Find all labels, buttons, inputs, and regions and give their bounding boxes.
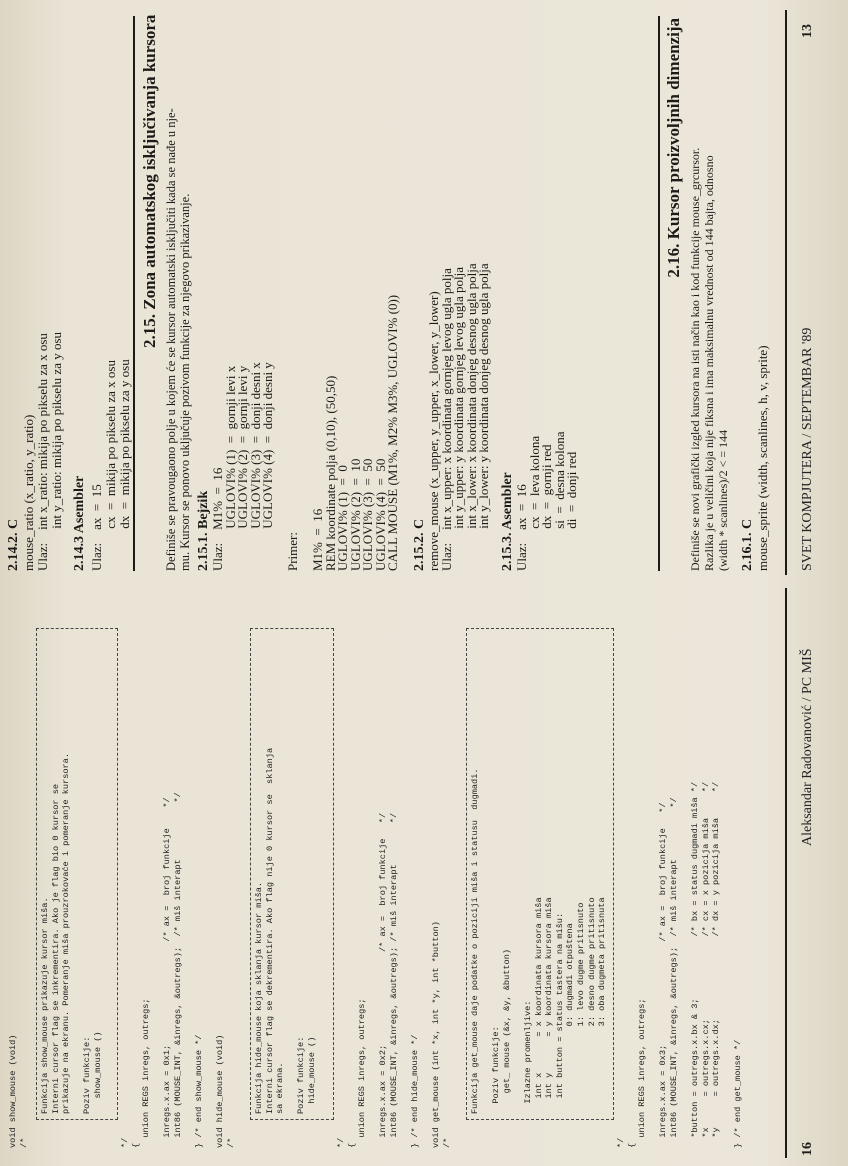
text-line: union REGS inregs, outregs; bbox=[357, 998, 368, 1148]
text-line: { bbox=[346, 1142, 357, 1148]
text-line: UGLOVI% (3) = 50 bbox=[360, 458, 375, 571]
text-line: inregs.x.ax = 0x3; /* ax = broj funkcije */ bbox=[658, 802, 669, 1148]
text-line: int y_ratio: mikija po pikselu za y osu bbox=[49, 331, 64, 571]
text-line bbox=[275, 295, 288, 571]
text-line: cx = leva kolona bbox=[526, 435, 542, 571]
section-title-2-15: 2.15. Zona automatskog isključivanja kursora bbox=[140, 14, 159, 348]
code-block-show-mouse-header bbox=[8, 1035, 29, 1148]
text-line: int y = y koordinata kursora miša bbox=[544, 897, 555, 1114]
text-line: Ulaz: int x_upper: x koordinata gornjeg levog ugla polja bbox=[438, 268, 454, 571]
text-line: UGLOVI% (2) = gornji levi y bbox=[235, 365, 250, 571]
text-line: Poziv funkcije: bbox=[296, 1036, 307, 1114]
text-2-15 bbox=[164, 16, 192, 571]
heading-2-14-3: 2.14.3 Asembler bbox=[72, 475, 87, 571]
text-line: /* bbox=[18, 1137, 29, 1148]
text-line: Interni cursor flag se inkrementira. Ako je flag bio 0 kursor se bbox=[50, 783, 61, 1114]
heading-2-14-2: 2.14.2. C bbox=[6, 518, 21, 571]
text-line: int x_lower: x koordinata donjeg desnog ugla polja bbox=[463, 263, 479, 571]
heading-2-15-1: 2.15.1. Bejzik bbox=[196, 490, 211, 571]
page-number-left: 16 bbox=[800, 1142, 815, 1156]
text-2-14-2 bbox=[22, 332, 64, 571]
text-line: Definiše se novi grafički izgled kursora na isti način kao i kod funkcije mouse_grcursor. bbox=[688, 147, 702, 571]
text-2-16 bbox=[688, 16, 730, 571]
text-line: int button = status tastera na mišu: bbox=[554, 912, 565, 1114]
code-block-hide-mouse-comment bbox=[254, 748, 318, 1114]
text-line: } /* end get_mouse */ bbox=[732, 1039, 743, 1148]
text-line bbox=[722, 782, 733, 1148]
text-line: int x = x koordinata kursora miša bbox=[533, 897, 544, 1114]
text-line: *x = outregs.x.cx; /* cx = x pozicija miša */ bbox=[700, 781, 711, 1148]
text-line: UGLOVI% (1) = gornji levi x bbox=[222, 365, 238, 571]
text-line: 3: oba dugmeta pritisnuta bbox=[597, 897, 608, 1114]
text-line: 2: desno dugme pritisnuto bbox=[586, 897, 597, 1114]
text-line: void show_mouse (void) bbox=[8, 1034, 18, 1148]
text-line: dx = gornji red bbox=[539, 444, 554, 571]
text-line: UGLOVI% (4) = 50 bbox=[372, 458, 388, 571]
text-line: void hide_mouse (void) bbox=[215, 1034, 226, 1148]
text-line: si = desna kolona bbox=[551, 431, 567, 571]
code-block-show-mouse-body bbox=[120, 792, 237, 1148]
text-line bbox=[152, 792, 163, 1148]
section-rule-2-16 bbox=[658, 16, 660, 571]
text-line bbox=[286, 748, 297, 1114]
text-2-15-2 bbox=[428, 263, 491, 571]
text-line: sa ekrana. bbox=[275, 1062, 286, 1114]
text-line: union REGS inregs, outregs; bbox=[637, 998, 648, 1148]
text-line: UGLOVI% (2) = 10 bbox=[347, 458, 363, 571]
text-line: Primer: bbox=[285, 532, 300, 571]
text-line: CALL MOUSE (M1%, M2% M3%, UGLOVI% (0)) bbox=[385, 294, 400, 571]
text-line: (width * scanlines)/2 < = 144 bbox=[716, 429, 730, 571]
text-line: */ bbox=[120, 1137, 130, 1148]
text-line: UGLOVI% (3) = donji desni x bbox=[247, 362, 263, 571]
text-line: inregs.x.ax = 0x1; /* ax = broj funkcije */ bbox=[162, 797, 173, 1148]
text-line: Funkcija hide_mouse koja sklanja kursor miša. bbox=[254, 881, 264, 1114]
text-line: *button = outregs.x.bx & 3; /* bx = status dugmadi miša */ bbox=[690, 781, 701, 1148]
text-2-16-1 bbox=[756, 345, 770, 571]
text-line: int y_lower: y koordinata donjeg desnog ugla polja bbox=[476, 263, 491, 571]
text-line: dx = mikija po pikselu za y osu bbox=[117, 359, 132, 571]
text-line: Razlika je u veličini koja nije fiksna i ima maksimalnu vrednost od 144 bajta, odnosno bbox=[702, 155, 716, 571]
code-block-get-mouse-body bbox=[616, 782, 743, 1148]
text-line: int86 (MOUSE_INT, &inregs, &outregs); /* miš interapt */ bbox=[388, 812, 399, 1148]
text-line: Ulaz: M1% = 16 bbox=[210, 467, 225, 571]
footer-magazine: SVET KOMPJUTERA / SEPTEMBAR '89 bbox=[800, 327, 815, 571]
text-line: di = donji red bbox=[564, 451, 579, 571]
text-line bbox=[481, 768, 492, 1114]
code-block-hide-mouse-body bbox=[336, 813, 453, 1148]
text-line: UGLOVI% (4) = donji desni y bbox=[260, 362, 275, 571]
text-line: *y = outregs.x.dx; /* dx = y pozicija miša */ bbox=[711, 781, 722, 1148]
text-line: Ulaz: ax = 16 bbox=[514, 484, 529, 571]
text-line bbox=[648, 782, 659, 1148]
text-line: */ bbox=[616, 1137, 626, 1148]
text-line: int86 (MOUSE_INT, &inregs, &outregs); /* miš interapt */ bbox=[668, 797, 679, 1148]
text-line bbox=[184, 792, 195, 1148]
text-line: int y_upper: y koordinata gornjeg levog ugla polja bbox=[451, 267, 466, 571]
text-line: UGLOVI% (1) = 0 bbox=[335, 465, 350, 571]
text-line bbox=[205, 792, 216, 1148]
section-rule-2-15 bbox=[133, 16, 135, 571]
text-line: mouse_sprite (width, scanlines, h, v, sprite) bbox=[755, 345, 770, 571]
text-2-15-1 bbox=[212, 295, 400, 571]
text-line: Ulaz: int x_ratio: mikija po pikselu za x osu bbox=[35, 333, 50, 571]
text-line: remove_mouse (x_upper, y_upper, x_lower, y_lower) bbox=[426, 291, 441, 571]
text-line: Interni cursor flag se dekrementira. Ako flag nije 0 kursor se sklanja bbox=[264, 747, 275, 1114]
text-line bbox=[400, 813, 411, 1148]
text-line: { bbox=[626, 1142, 637, 1148]
left-page bbox=[0, 583, 848, 1166]
text-line bbox=[421, 813, 432, 1148]
text-line: cx = mikija po pikselu za x osu bbox=[103, 360, 118, 571]
text-line: Funkcija get_mouse daje podatke o poziciji miša i statusu dugmadi. bbox=[470, 768, 480, 1114]
text-2-15-3 bbox=[516, 432, 579, 571]
text-line bbox=[512, 768, 523, 1114]
text-line: Definiše se pravougaono polje u kojem će se kursor automatski isključiti kada se nađe u nje- bbox=[164, 108, 178, 571]
text-line: 1: levo dugme pritisnuto bbox=[575, 902, 586, 1114]
text-line: M1% = 16 bbox=[310, 508, 325, 571]
text-line: Poziv funkcije: bbox=[491, 1026, 502, 1114]
page-number-right: 13 bbox=[800, 24, 815, 38]
text-line bbox=[368, 813, 379, 1148]
text-line: mouse_ratio (x_ratio, y_ratio) bbox=[21, 414, 36, 571]
section-title-2-16: 2.16. Kursor proizvoljnih dimenzija bbox=[664, 18, 683, 278]
text-line: */ bbox=[336, 1137, 346, 1148]
code-block-show-mouse-comment bbox=[40, 753, 104, 1114]
text-line: prikazuje na ekranu. Pomeranje miša prouzrokovaće i pomeranje kursora. bbox=[61, 753, 72, 1114]
footer-author: Aleksandar Radovanović / PC MIŠ bbox=[800, 648, 815, 846]
footer-rule bbox=[785, 588, 787, 1158]
text-line: { bbox=[130, 1142, 141, 1148]
text-line: mu. Kursor se ponovo uključuje pozivom funkcije za njegovo prikazivanje. bbox=[178, 193, 192, 571]
text-line: get_ mouse (&x, &y, &button) bbox=[501, 948, 512, 1114]
text-line: inregs.x.ax = 0x2; /* ax = broj funkcije */ bbox=[378, 812, 389, 1148]
text-line: show_mouse () bbox=[92, 1031, 103, 1114]
text-line: hide_mouse () bbox=[306, 1036, 317, 1114]
text-line: /* bbox=[441, 1137, 452, 1148]
heading-2-15-2: 2.15.2. C bbox=[412, 518, 427, 571]
text-line: Ulaz: ax = 15 bbox=[89, 484, 104, 571]
text-line: 0: dugmadi otpuštena bbox=[565, 923, 576, 1114]
text-line: void get_mouse (int *x, int *y, int *button) bbox=[431, 921, 442, 1148]
text-line: union REGS inregs, outregs; bbox=[141, 998, 152, 1148]
text-line: REM koordinate polja (0,10), (50,50) bbox=[322, 375, 338, 571]
text-line: Poziv funkcije: bbox=[82, 1036, 93, 1114]
text-line: Izlazne promenljive: bbox=[522, 1000, 533, 1114]
text-line: Funkcija show_mouse prikazuje kursor miša. bbox=[40, 897, 50, 1114]
heading-2-15-3: 2.15.3. Asembler bbox=[500, 472, 515, 571]
text-line: int86 (MOUSE_INT, &inregs, &outregs); /* miš interapt */ bbox=[172, 792, 183, 1148]
heading-2-16-1: 2.16.1. C bbox=[740, 518, 755, 571]
text-line bbox=[72, 753, 83, 1114]
text-line: } /* end hide_mouse */ bbox=[410, 1034, 421, 1148]
text-2-14-3 bbox=[90, 359, 132, 571]
footer-rule-right bbox=[785, 10, 787, 575]
text-line bbox=[680, 782, 691, 1148]
code-block-get-mouse-comment bbox=[470, 768, 608, 1114]
text-line: /* bbox=[225, 1137, 236, 1148]
text-line: } /* end show_mouse */ bbox=[194, 1034, 205, 1148]
